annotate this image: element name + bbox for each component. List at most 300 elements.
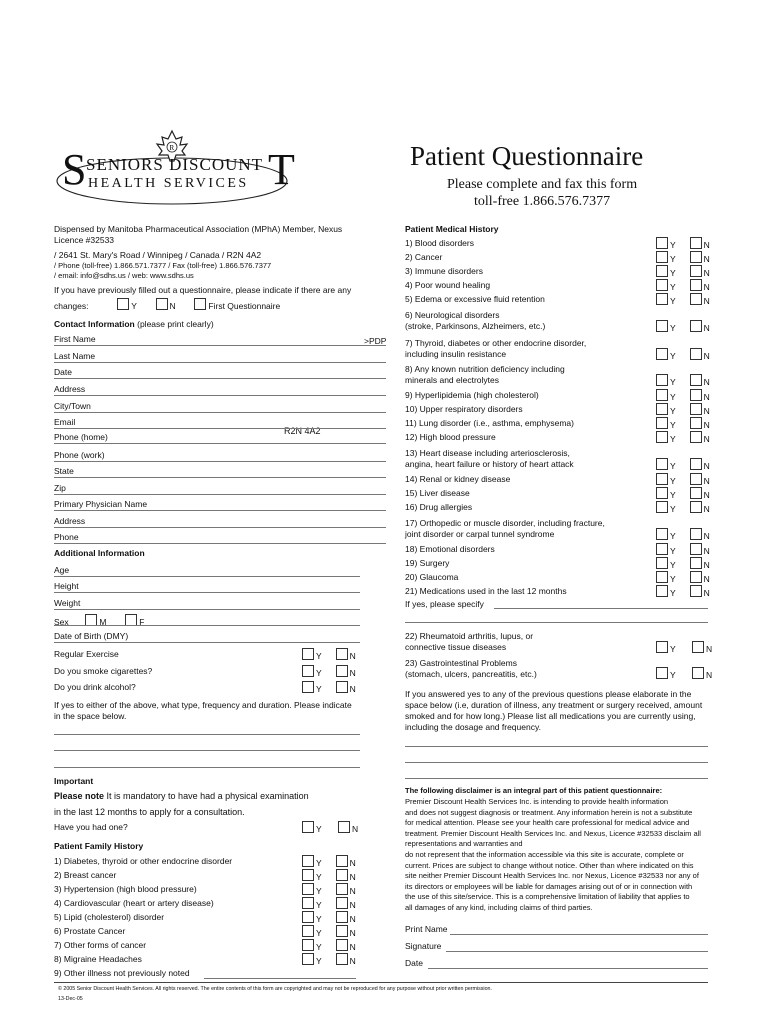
important-note-1: Please note It is mandatory to have had a physical examination [54,791,309,801]
contact-field-label: City/Town [54,401,91,411]
signature-label: Signature [405,941,442,951]
elaborate-line-3: smoked and for how long.) Please list all medications you are currently using, [405,711,696,721]
elaborate-line-1: If you answered yes to any of the previous questions please elaborate in the [405,689,692,699]
medical-item-label: 20) Glaucoma [405,572,459,582]
contact-heading: Contact Information (please print clearly) [54,319,214,329]
family-item-6-no-label: N [349,928,356,938]
contact-field-label: Last Name [54,351,96,361]
medical-item-12-no-label: N [703,434,710,444]
disclaimer-line: and does not suggest diagnosis or treatment. Any information herein is not a substitute [405,807,693,817]
family-item-2-no-label: N [349,872,356,882]
if-yes-specify-line[interactable] [494,608,708,609]
medical-item-18-yn [656,543,710,557]
medical-item-16-no-checkbox[interactable] [690,501,702,513]
medical-item-label: 21) Medications used in the last 12 months [405,586,567,596]
family-item-5-no-checkbox[interactable] [336,911,348,923]
medical-item-label: 6) Neurological disorders [405,310,500,320]
contact-field-line[interactable] [54,510,386,511]
medical-item-3-yes-checkbox[interactable] [656,265,668,277]
medical-item-16-yes-label: Y [670,504,676,514]
had-exam-yes-checkbox[interactable] [302,821,314,833]
medical-item-7-no-label: N [703,351,710,361]
medical-item-22-line-1: 22) Rheumatoid arthritis, lupus, or [405,631,534,641]
changes-row [54,298,280,312]
contact-field-label: Phone (work) [54,450,105,460]
family-item-7-yn [302,939,356,953]
medical-item-3-no-checkbox[interactable] [690,265,702,277]
medical-item-6-no-label: N [703,323,710,333]
contact-field-line[interactable] [54,494,386,495]
additional-question-3-yes-checkbox[interactable] [302,681,314,693]
family-item-5-yes-checkbox[interactable] [302,911,314,923]
medical-item-label: joint disorder or carpal tunnel syndrome [405,529,555,539]
date-line[interactable] [428,968,708,969]
medical-item-4-yn [656,279,710,293]
contact-field-line[interactable] [54,395,386,396]
additional-question-2-no-label: N [349,668,356,678]
medical-item-label: 5) Edema or excessive fluid retention [405,294,545,304]
medical-item-7-no-checkbox[interactable] [690,348,702,360]
medical-item-19-yes-label: Y [670,560,676,570]
medical-item-2-no-label: N [703,254,710,264]
medical-item-19-yn [656,557,710,571]
contact-field-line[interactable] [54,527,386,528]
family-item-label: 8) Migraine Headaches [54,954,142,964]
print-name-label: Print Name [405,924,448,934]
medical-item-11-no-checkbox[interactable] [690,417,702,429]
had-exam-no-checkbox[interactable] [338,821,350,833]
additional-answer-line-3[interactable] [54,767,360,768]
dob-label: Date of Birth (DMY) [54,631,129,641]
footer-divider [54,982,708,983]
additional-question-3-yn [302,681,356,695]
disclaimer-line: current. Prices are subject to change without notice. Other than where indicated on this [405,860,694,870]
family-item-8-no-checkbox[interactable] [336,953,348,965]
family-item-7-no-label: N [349,942,356,952]
medical-item-22-yes-checkbox[interactable] [656,641,668,653]
footer-copyright: © 2005 Senior Discount Health Services. All rights reserved. The entire contents of this form are copyrighted and may not be reproduced for any purpose without prior written permission. [58,986,492,992]
additional-question-label: Do you drink alcohol? [54,682,136,692]
medical-item-15-yes-label: Y [670,490,676,500]
family-item-1-yes-checkbox[interactable] [302,855,314,867]
additional-question-2-no-checkbox[interactable] [336,665,348,677]
family-item-label: 5) Lipid (cholesterol) disorder [54,912,165,922]
disclaimer-line: representations and warranties and [405,839,523,849]
medical-item-18-no-checkbox[interactable] [690,543,702,555]
medical-item-5-no-checkbox[interactable] [690,293,702,305]
family-item-1-yn [302,855,356,869]
medical-item-5-no-label: N [703,296,710,306]
medical-item-1-yes-label: Y [670,240,676,250]
additional-question-3-no-checkbox[interactable] [336,681,348,693]
medical-item-19-no-label: N [703,560,710,570]
medical-item-16-yn [656,501,710,515]
medical-item-7-yes-checkbox[interactable] [656,348,668,360]
family-item-7-yes-checkbox[interactable] [302,939,314,951]
medical-item-22-yn: Y N [656,641,712,655]
medical-item-15-yes-checkbox[interactable] [656,487,668,499]
medical-item-19-no-checkbox[interactable] [690,557,702,569]
contact-field-label: Address [54,384,86,394]
additional-field-line[interactable] [54,576,360,577]
contact-field-label: Email [54,417,76,427]
family-item-1-yes-label: Y [316,858,322,868]
medical-item-label: 7) Thyroid, diabetes or other endocrine disorder, [405,338,587,348]
contact-field-label: Date [54,367,72,377]
medical-item-4-yes-label: Y [670,282,676,292]
additional-question-label: Regular Exercise [54,649,119,659]
medical-item-22-no-checkbox[interactable] [692,641,704,653]
disclaimer-line: Premier Discount Health Services Inc. is intending to provide health information [405,797,669,806]
medical-item-23-yes-checkbox[interactable] [656,667,668,679]
family-item-3-yes-label: Y [316,886,322,896]
medical-item-12-yn [656,431,710,445]
logo-top-text: SENIORS DISCOUNT [86,155,264,174]
contact-field-label: State [54,466,74,476]
medical-item-1-yes-checkbox[interactable] [656,237,668,249]
dispensed-line-5: / email: info@sdhs.us / web: www.sdhs.us [54,271,194,280]
additional-question-1-no-label: N [349,651,356,661]
family-item-6-yes-checkbox[interactable] [302,925,314,937]
additional-question-2-yes-checkbox[interactable] [302,665,314,677]
medical-item-12-yes-checkbox[interactable] [656,431,668,443]
contact-field-line[interactable] [54,378,386,379]
medical-item-1-no-checkbox[interactable] [690,237,702,249]
family-item-label: 3) Hypertension (high blood pressure) [54,884,197,894]
family-item-7-yes-label: Y [316,942,322,952]
medical-item-21-yes-checkbox[interactable] [656,585,668,597]
medical-item-label: 14) Renal or kidney disease [405,474,511,484]
medical-item-label: 19) Surgery [405,558,450,568]
medical-item-1-yn [656,237,710,251]
medical-heading: Patient Medical History [405,224,499,234]
elaborate-answer-line-1[interactable] [405,746,708,747]
first-questionnaire-checkbox[interactable] [194,298,206,310]
family-item-6-yes-label: Y [316,928,322,938]
medical-item-7-yes-label: Y [670,351,676,361]
medical-item-21-no-label: N [703,588,710,598]
family-item-2-no-checkbox[interactable] [336,869,348,881]
disclaimer-line: site neither Premier Discount Health Services Inc. nor Nexus, Licence #32533 nor any of [405,871,699,881]
medical-item-6-yes-label: Y [670,323,676,333]
medical-item-11-no-label: N [703,420,710,430]
medical-item-16-no-label: N [703,504,710,514]
medical-item-label: 9) Hyperlipidemia (high cholesterol) [405,390,539,400]
medical-item-12-no-checkbox[interactable] [690,431,702,443]
dispensed-line-3: / 2641 St. Mary's Road / Winnipeg / Canada / R2N 4A2 [54,250,262,260]
medical-item-9-no-label: N [703,392,710,402]
medical-item-13-yn [656,458,710,472]
contact-field-line[interactable] [54,362,386,363]
medical-item-13-no-checkbox[interactable] [690,458,702,470]
medical-item-label: (stroke, Parkinsons, Alzheimers, etc.) [405,321,546,331]
medical-item-23-no-checkbox[interactable] [692,667,704,679]
family-item-4-yes-label: Y [316,900,322,910]
changes-yes-checkbox[interactable] [117,298,129,310]
medical-item-16-yes-checkbox[interactable] [656,501,668,513]
important-heading: Important [54,776,94,786]
medical-item-14-yes-checkbox[interactable] [656,473,668,485]
family-item-8-yes-checkbox[interactable] [302,953,314,965]
medical-item-6-yes-checkbox[interactable] [656,320,668,332]
medical-item-11-yes-checkbox[interactable] [656,417,668,429]
family-item-label: 6) Prostate Cancer [54,926,126,936]
family-item-4-yes-checkbox[interactable] [302,897,314,909]
medical-item-14-no-checkbox[interactable] [690,473,702,485]
dob-line[interactable] [54,642,360,643]
contact-field-line[interactable] [54,428,386,429]
medical-item-2-yes-checkbox[interactable] [656,251,668,263]
family-other-line[interactable] [204,978,356,979]
medical-item-label: 10) Upper respiratory disorders [405,404,523,414]
family-item-label: 2) Breast cancer [54,870,117,880]
contact-field-label: Zip [54,483,66,493]
first-questionnaire-label: First Questionnaire [208,301,281,311]
disclaimer-line: all damages of any kind, including claims of third parties. [405,903,593,912]
medical-item-3-no-label: N [703,268,710,278]
additional-note-2: in the space below. [54,711,127,721]
additional-question-2-yes-label: Y [316,668,322,678]
medical-item-label: 18) Emotional disorders [405,544,495,554]
medical-item-9-yes-checkbox[interactable] [656,389,668,401]
medical-item-13-yes-label: Y [670,461,676,471]
medical-item-14-yes-label: Y [670,476,676,486]
medical-item-13-yes-checkbox[interactable] [656,458,668,470]
additional-question-3-yes-label: Y [316,684,322,694]
family-item-1-no-checkbox[interactable] [336,855,348,867]
medical-item-label: angina, heart failure or history of heart attack [405,459,574,469]
family-other-label: 9) Other illness not previously noted [54,968,190,978]
medical-item-17-yn [656,528,710,542]
page-title: Patient Questionnaire [410,141,644,171]
contact-field-label: Primary Physician Name [54,499,148,509]
medical-item-14-yn [656,473,710,487]
additional-answer-line-2[interactable] [54,750,360,751]
medical-item-4-no-label: N [703,282,710,292]
family-item-5-yes-label: Y [316,914,322,924]
medical-item-6-yn [656,320,710,334]
medical-item-17-yes-checkbox[interactable] [656,528,668,540]
disclaimer-heading: The following disclaimer is an integral part of this patient questionnaire: [405,786,663,795]
medical-item-8-yn [656,374,710,388]
medical-item-22-line-2: connective tissue diseases [405,642,507,652]
medical-item-label: 11) Lung disorder (i.e., asthma, emphysema) [405,418,574,428]
family-item-3-no-label: N [349,886,356,896]
disclaimer-line: its directors or employees will be liable for damages arising out of or in connection with [405,881,693,891]
medical-item-18-no-label: N [703,546,710,556]
additional-field-line[interactable] [54,592,360,593]
additional-field-label: Weight [54,598,81,608]
family-item-4-no-label: N [349,900,356,910]
medical-item-label: 12) High blood pressure [405,432,496,442]
medical-item-10-yes-label: Y [670,406,676,416]
medical-item-6-no-checkbox[interactable] [690,320,702,332]
additional-question-1-yn [302,648,356,662]
medical-item-label: 2) Cancer [405,252,443,262]
postal-code-value: R2N 4A2 [284,426,321,436]
family-item-6-no-checkbox[interactable] [336,925,348,937]
medical-item-label: 8) Any known nutrition deficiency including [405,364,565,374]
footer-date: 13-Dec-05 [58,996,83,1002]
additional-question-1-no-checkbox[interactable] [336,648,348,660]
additional-note-1: If yes to either of the above, what type, frequency and duration. Please indicate [54,700,352,710]
contact-field-label: Address [54,516,86,526]
medical-item-21-yn [656,585,710,599]
medical-item-9-no-checkbox[interactable] [690,389,702,401]
disclaimer-line: do not represent that the information accessible via this site is accurate, complete or [405,850,684,859]
medical-item-10-yes-checkbox[interactable] [656,403,668,415]
disclaimer-line: treatment. Premier Discount Health Services Inc. and Nexus, Licence #32533 disclaim all [405,828,701,838]
additional-question-label: Do you smoke cigarettes? [54,666,153,676]
medical-item-2-no-checkbox[interactable] [690,251,702,263]
important-note-2: in the last 12 months to apply for a consultation. [54,807,245,817]
medical-item-20-yn [656,571,710,585]
medical-item-23-line-1: 23) Gastrointestinal Problems [405,658,517,668]
medical-item-3-yes-label: Y [670,268,676,278]
medical-item-9-yes-label: Y [670,392,676,402]
if-yes-specify-label: If yes, please specify [405,599,484,609]
family-item-2-yes-label: Y [316,872,322,882]
medical-item-15-no-checkbox[interactable] [690,487,702,499]
family-item-4-no-checkbox[interactable] [336,897,348,909]
contact-field-line[interactable] [54,345,386,346]
medical-item-17-no-checkbox[interactable] [690,528,702,540]
family-item-4-yn [302,897,356,911]
medical-item-5-yn [656,293,710,307]
contact-field-line[interactable] [54,477,386,478]
medical-item-17-no-label: N [703,531,710,541]
medical-item-3-yn [656,265,710,279]
dispensed-line-1: Dispensed by Manitoba Pharmaceutical Association (MPhA) Member, Nexus [54,224,343,234]
additional-field-label: Age [54,565,70,575]
medical-item-label: minerals and electrolytes [405,375,500,385]
medical-item-4-yes-checkbox[interactable] [656,279,668,291]
medical-item-1-no-label: N [703,240,710,250]
elaborate-line-4: including the dosage and frequency. [405,722,541,732]
logo-big-t: T [268,145,295,194]
medical-item-9-yn [656,389,710,403]
svg-text:R: R [169,144,175,152]
medical-item-20-no-checkbox[interactable] [690,571,702,583]
family-item-2-yn [302,869,356,883]
medical-item-20-yes-label: Y [670,574,676,584]
print-name-line[interactable] [450,934,708,935]
pdp-label: >PDP [364,336,387,346]
had-exam-yn: Y N [302,821,358,835]
medical-item-label: 3) Immune disorders [405,266,483,276]
additional-answer-line-1[interactable] [54,734,360,735]
previous-questionnaire-note: If you have previously filled out a questionnaire, please indicate if there are any [54,285,352,295]
medical-item-label: 13) Heart disease including arteriosclerosis, [405,448,570,458]
additional-question-1-yes-checkbox[interactable] [302,648,314,660]
medical-item-13-no-label: N [703,461,710,471]
signature-line[interactable] [446,951,708,952]
medical-item-15-yn [656,487,710,501]
medical-item-8-no-checkbox[interactable] [690,374,702,386]
medical-item-10-no-label: N [703,406,710,416]
family-item-7-no-checkbox[interactable] [336,939,348,951]
medical-item-18-yes-checkbox[interactable] [656,543,668,555]
family-heading: Patient Family History [54,841,144,851]
family-item-label: 4) Cardiovascular (heart or artery disease) [54,898,214,908]
contact-field-line[interactable] [54,543,386,544]
additional-field-label: Height [54,581,79,591]
medical-item-20-no-label: N [703,574,710,584]
medical-item-11-yn [656,417,710,431]
family-item-5-no-label: N [349,914,356,924]
medical-item-7-yn [656,348,710,362]
medical-item-8-yes-label: Y [670,377,676,387]
sex-line[interactable] [54,625,360,626]
medical-item-2-yes-label: Y [670,254,676,264]
family-item-5-yn [302,911,356,925]
family-item-8-yn [302,953,356,967]
medical-item-5-yes-checkbox[interactable] [656,293,668,305]
changes-no-checkbox[interactable] [156,298,168,310]
changes-yes-label: Y [131,301,137,311]
medical-item-label: 15) Liver disease [405,488,470,498]
additional-field-line[interactable] [54,609,360,610]
additional-question-2-yn [302,665,356,679]
logo-bottom-text: HEALTH SERVICES [88,176,249,191]
family-item-2-yes-checkbox[interactable] [302,869,314,881]
medical-item-5-yes-label: Y [670,296,676,306]
medical-item-21-yes-label: Y [670,588,676,598]
disclaimer-line: the use of this site/service. This is a comprehensive limitation of liability that applies to [405,892,690,902]
medical-item-8-yes-checkbox[interactable] [656,374,668,386]
changes-no-label: N [169,301,176,311]
disclaimer-line: for medical attention. Please see your health care professional for medical advice and [405,818,690,828]
medical-item-19-yes-checkbox[interactable] [656,557,668,569]
medical-item-4-no-checkbox[interactable] [690,279,702,291]
medical-item-2-yn [656,251,710,265]
contact-field-line[interactable] [54,412,386,413]
medical-item-14-no-label: N [703,476,710,486]
medical-item-20-yes-checkbox[interactable] [656,571,668,583]
additional-heading: Additional Information [54,548,145,558]
sex-row: Sex M F [54,614,144,628]
medical-item-10-no-checkbox[interactable] [690,403,702,415]
medical-item-label: 16) Drug allergies [405,502,473,512]
dispensed-line-4: / Phone (toll-free) 1.866.571.7377 / Fax (toll-free) 1.866.576.7377 [54,261,272,270]
family-item-3-yes-checkbox[interactable] [302,883,314,895]
logo-big-s: S [62,145,87,194]
family-item-3-no-checkbox[interactable] [336,883,348,895]
tollfree-number: toll-free 1.866.576.7377 [474,194,611,209]
elaborate-answer-line-2[interactable] [405,762,708,763]
medical-item-8-no-label: N [703,377,710,387]
changes-label: changes: [54,301,89,311]
family-item-1-no-label: N [349,858,356,868]
dispensed-line-2: Licence #32533 [54,235,115,245]
family-item-3-yn [302,883,356,897]
family-item-8-no-label: N [349,956,356,966]
contact-field-label: Phone (home) [54,432,108,442]
medical-item-10-yn [656,403,710,417]
contact-field-line[interactable] [54,443,386,444]
elaborate-answer-line-3[interactable] [405,778,708,779]
date-label: Date [405,958,423,968]
contact-field-line[interactable] [54,461,386,462]
medical-item-12-yes-label: Y [670,434,676,444]
family-item-label: 1) Diabetes, thyroid or other endocrine disorder [54,856,233,866]
medical-item-21-no-checkbox[interactable] [690,585,702,597]
if-yes-specify-line-2[interactable] [405,622,708,623]
medical-item-17-yes-label: Y [670,531,676,541]
medical-item-18-yes-label: Y [670,546,676,556]
medical-item-23-yn: Y N [656,667,712,681]
family-item-6-yn [302,925,356,939]
